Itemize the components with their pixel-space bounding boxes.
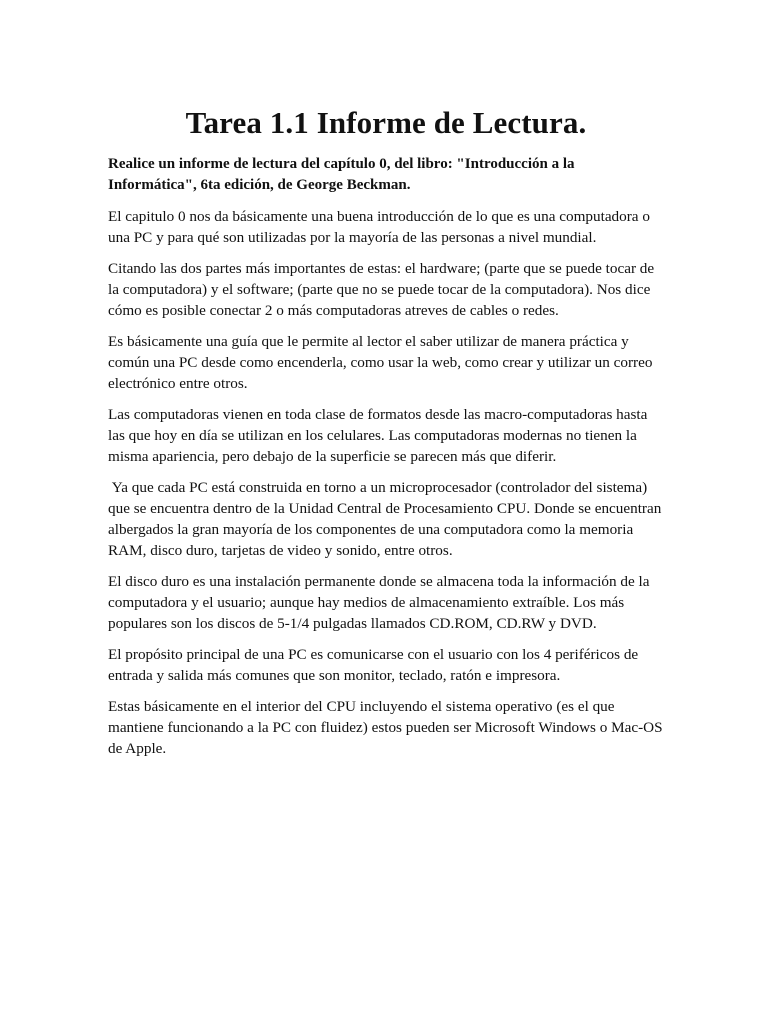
document-page — [108, 104, 664, 769]
document-title: Tarea 1.1 Informe de Lectura. — [185, 105, 587, 140]
paragraph-1: El capitulo 0 nos da básicamente una buena introducción de lo que es una computadora o una PC y para qué son utilizadas por la mayoría de las personas a nivel mundial. — [108, 208, 650, 246]
paragraph-8: Estas básicamente en el interior del CPU incluyendo el sistema operativo (es el que mantiene funcionando a la PC con fluidez) estos pueden ser Microsoft Windows o Mac-OS de Apple. — [108, 698, 663, 757]
assignment-instruction: Realice un informe de lectura del capítulo 0, del libro: "Introducción a la Informática", 6ta edición, de George Beckman. — [108, 156, 575, 193]
paragraph-7: El propósito principal de una PC es comunicarse con el usuario con los 4 periféricos de entrada y salida más comunes que son monitor, teclado, ratón e impresora. — [108, 646, 639, 684]
paragraph-5: Ya que cada PC está construida en torno a un microprocesador (controlador del sistema) que se encuentra dentro de la Unidad Central de Procesamiento CPU. Donde se encuentran albergados la gran mayoría de los componentes de una computadora como la memoria RAM, disco duro, tarjetas de video y sonido, entre otros. — [108, 479, 666, 559]
paragraph-4: Las computadoras vienen en toda clase de formatos desde las macro-computadoras hasta las que hoy en día se utilizan en los celulares. Las computadoras modernas no tienen la misma apariencia, pero debajo de la superficie se parecen más que diferir. — [108, 406, 648, 465]
paragraph-6: El disco duro es una instalación permanente donde se almacena toda la información de la computadora y el usuario; aunque hay medios de almacenamiento extraíble. Los más populares son los discos de 5-1/4 pulgadas llamados CD.ROM, CD.RW y DVD. — [108, 573, 650, 632]
paragraph-2: Citando las dos partes más importantes de estas: el hardware; (parte que se puede tocar de la computadora) y el software; (parte que no se puede tocar de la computadora). Nos dice cómo es posible conectar 2 o más computadoras atreves de cables o redes. — [108, 260, 655, 319]
paragraph-3: Es básicamente una guía que le permite al lector el saber utilizar de manera práctica y común una PC desde como encenderla, como usar la web, como crear y utilizar un correo electrónico entre otros. — [108, 333, 653, 392]
